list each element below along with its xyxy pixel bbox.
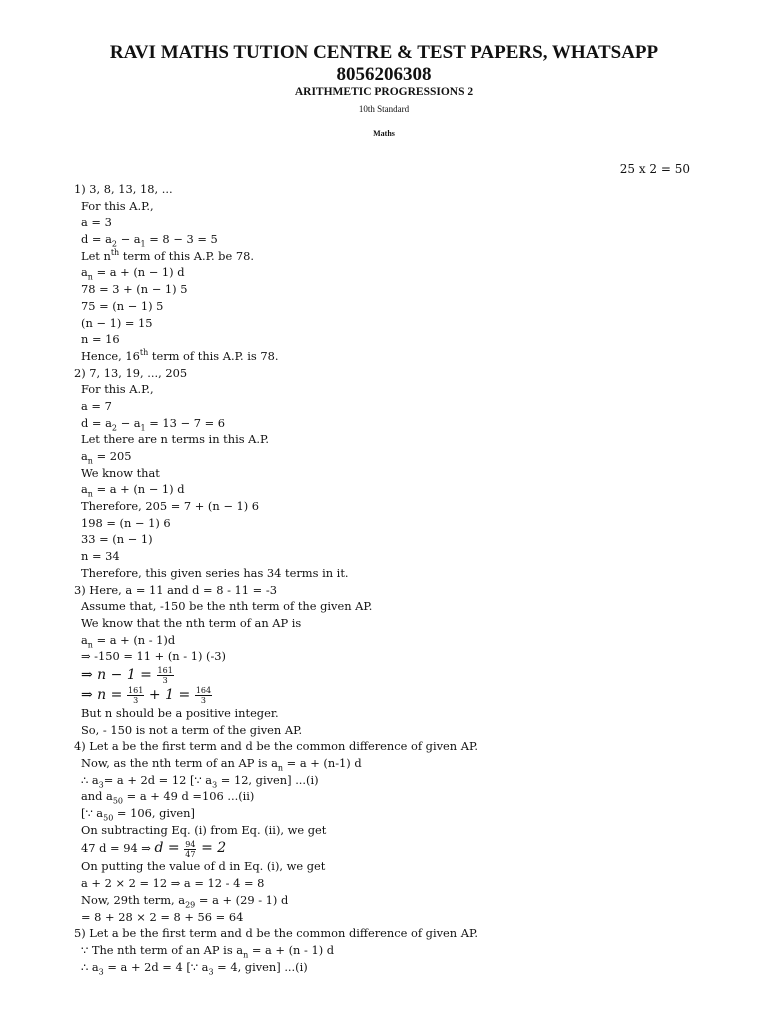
- q2-line: Therefore, 205 = 7 + (n − 1) 6: [81, 499, 260, 514]
- q4-line: Now, 29th term, $a_{29} = a + (29 - 1)$ d: [81, 892, 289, 910]
- q3-line: ⇒ n − 1 = $\frac{161}{3}$: [81, 666, 173, 686]
- q5-line: ∴ $a_3 = a + 2d = 4$ [∵ $a_3 = 4$, given] ...(i): [81, 959, 308, 976]
- worksheet-content: [74, 181, 714, 975]
- q3-line: We know that the nth term of an AP is: [81, 615, 302, 630]
- q2-line: We know that: [81, 465, 160, 480]
- q3-line: $a_n = a + (n - 1)d$: [81, 632, 176, 649]
- q4-line: 47 d = 94 ⇒ d = $\frac{94}{47}$ = 2: [81, 839, 227, 859]
- q5-line: ∵ The nth term of an AP is $a_n = a + (n - 1)$ d: [81, 942, 335, 960]
- q3-line: Assume that, -150 be the nth term of the given AP.: [81, 599, 373, 614]
- q2-line: 198 = (n − 1) 6: [81, 515, 171, 530]
- fraction: $\frac{161}{3}$: [157, 666, 173, 686]
- q4-line: = 8 + 28 × 2 = 8 + 56 = 64: [81, 909, 244, 924]
- q2-line: Therefore, this given series has 34 terms in it.: [81, 565, 349, 580]
- question-3: 3) Here, a = 11 and d = 8 - 11 = -3: [74, 582, 277, 597]
- q3-line: ⇒ n = $\frac{161}{3}$ + 1 = $\frac{164}{3}$: [81, 686, 212, 706]
- question-2: 2) 7, 13, 19, ..., 205: [74, 365, 188, 380]
- q1-line: 75 = (n − 1) 5: [81, 298, 164, 313]
- q4-line: On subtracting Eq. (i) from Eq. (ii), we get: [81, 822, 327, 837]
- q1-line: (n − 1) = 15: [81, 315, 153, 330]
- q2-line: $a_n = a + (n - 1)$ d: [81, 482, 185, 499]
- q1-line: n = 16: [81, 332, 120, 347]
- question-1: 1) 3, 8, 13, 18, ...: [74, 182, 173, 196]
- question-5: 5) Let a be the first term and d be the common difference of given AP.: [74, 926, 478, 941]
- fraction: $\frac{164}{3}$: [195, 686, 212, 706]
- worksheet-subtitle: ARITHMETIC PROGRESSIONS 2: [294, 86, 474, 98]
- q4-line: Now, as the nth term of an AP is $a_n = a + (n-1)$ d: [81, 756, 362, 773]
- question-4: 4) Let a be the first term and d be the common difference of given AP.: [74, 739, 478, 754]
- q4-line: On putting the value of d in Eq. (i), we get: [81, 859, 326, 874]
- q3-line: ⇒ -150 = 11 + (n - 1) (-3): [81, 649, 226, 664]
- q1-line: Let $n^{th}$ term of this A.P. be 78.: [81, 247, 254, 263]
- subject-label: Maths: [373, 129, 395, 138]
- page-title-line2: 8056206308: [336, 64, 432, 85]
- q2-line: For this A.P.,: [81, 382, 154, 397]
- fraction: $\frac{94}{47}$: [185, 839, 196, 859]
- q2-line: 33 = (n − 1): [81, 532, 153, 547]
- marks-total: 25 x 2 = 50: [619, 162, 690, 176]
- q3-line: But n should be a positive integer.: [81, 705, 279, 720]
- standard-label: 10th Standard: [358, 104, 410, 114]
- q4-line: and $a_{50} = a + 49$ d =106 ...(ii): [81, 789, 255, 806]
- q3-line: So, - 150 is not a term of the given AP.: [81, 722, 303, 737]
- q1-line: For this A.P.,: [81, 198, 154, 213]
- q2-line: $a_n = 205$: [81, 449, 132, 466]
- q1-line: a = 3: [81, 215, 112, 230]
- q1-line: $d = a_2 - a_1 = 8 - 3 = 5$: [81, 232, 218, 249]
- q2-line: $d = a_2 - a_1 = 13 - 7 = 6$: [81, 415, 225, 432]
- q1-line: 78 = 3 + (n − 1) 5: [81, 282, 188, 297]
- q4-line: ∴ $a_3= a + 2d = 12$ [∵ $a_3 = 12$, given] ...(i): [81, 772, 319, 789]
- q1-line: Hence, 16th term of this A.P. is 78.: [81, 348, 279, 363]
- q1-line: $a_n = a + (n - 1)$ d: [81, 265, 185, 282]
- q4-line: a + 2 × 2 = 12 ⇒ a = 12 - 4 = 8: [81, 876, 265, 891]
- page-title-line1: RAVI MATHS TUTION CENTRE & TEST PAPERS, WHATSAPP: [109, 42, 659, 63]
- fraction: $\frac{161}{3}$: [128, 686, 144, 706]
- q2-line: n = 34: [81, 549, 120, 564]
- q4-line: [∵ $a_{50} = 106$, given]: [81, 806, 195, 823]
- q2-line: a = 7: [81, 398, 112, 413]
- q2-line: Let there are n terms in this A.P.: [81, 432, 269, 447]
